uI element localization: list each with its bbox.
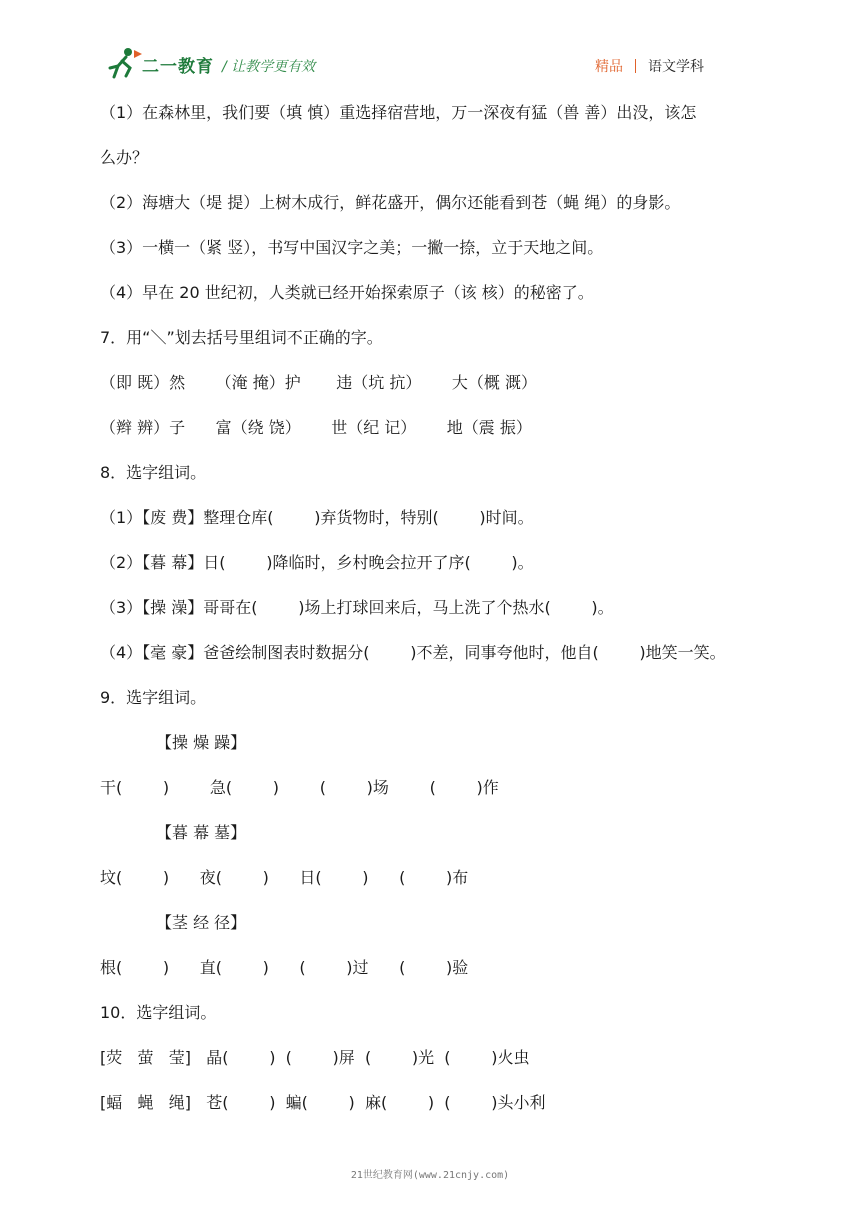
worksheet-line: （即 既）然 （淹 掩）护 违（坑 抗） 大（概 溉）: [100, 373, 537, 392]
worksheet-line: （3）一横一（紧 竖），书写中国汉字之美；一撇一捺，立于天地之间。: [100, 238, 604, 257]
worksheet-line: [荧 萤 莹] 晶( ) ( )屏 ( )光 ( )火虫: [100, 1048, 530, 1067]
header-badge-group: [595, 56, 704, 76]
worksheet-line: 【操 燥 躁】: [156, 733, 247, 752]
footer: 21世纪教育网(www.21cnjy.com): [350, 1170, 510, 1181]
worksheet-line: （4）早在 20 世纪初，人类就已经开始探索原子（该 核）的秘密了。: [100, 283, 594, 302]
worksheet-line: （3）【操 澡】哥哥在( )场上打球回来后，马上洗了个热水( )。: [100, 598, 614, 617]
worksheet-line: 7．用“＼”划去括号里组词不正确的字。: [100, 328, 383, 347]
worksheet-line: （4）【毫 豪】爸爸绘制图表时数据分( )不差，同事夸他时，他自( )地笑一笑。: [100, 643, 726, 662]
worksheet-line: （1）【废 费】整理仓库( )弃货物时，特别( )时间。: [100, 508, 534, 527]
worksheet-line: 根( ) 直( ) ( )过 ( )验: [100, 958, 469, 977]
page-header: [0, 0, 860, 90]
worksheet-line: （1）在森林里，我们要（填 慎）重选择宿营地，万一深夜有猛（兽 善）出没，该怎: [100, 103, 697, 122]
worksheet-content: [100, 98, 780, 1133]
worksheet-line: [蝠 蝇 绳] 苍( ) 蝙( ) 麻( ) ( )头小利: [100, 1093, 546, 1112]
worksheet-line: 9．选字组词。: [100, 688, 207, 707]
worksheet-line: 8．选字组词。: [100, 463, 207, 482]
slogan: / 让教学更有效: [222, 59, 316, 75]
logo-text: 二一教育: [142, 57, 214, 77]
worksheet-line: 【暮 幕 墓】: [156, 823, 247, 842]
premium-badge: 精品: [595, 59, 623, 75]
worksheet-line: 【茎 经 径】: [156, 913, 247, 932]
worksheet-line: 干( ) 急( ) ( )场 ( )作: [100, 778, 499, 797]
worksheet-line: 10．选字组词。: [100, 1003, 217, 1022]
worksheet-line: （2）【暮 幕】日( )降临时，乡村晚会拉开了序( )。: [100, 553, 534, 572]
divider: [635, 59, 636, 73]
subject-label: 语文学科: [648, 59, 704, 75]
worksheet-line: 坟( ) 夜( ) 日( ) ( )布: [100, 868, 469, 887]
runner-logo-icon: [104, 46, 144, 80]
worksheet-line: （2）海塘大（堤 提）上树木成行，鲜花盛开，偶尔还能看到苍（蝇 绳）的身影。: [100, 193, 681, 212]
worksheet-line: 么办？: [100, 148, 149, 167]
site-logo[interactable]: [104, 46, 216, 80]
worksheet-line: （辫 辨）子 富（绕 饶） 世（纪 记） 地（震 振）: [100, 418, 532, 437]
